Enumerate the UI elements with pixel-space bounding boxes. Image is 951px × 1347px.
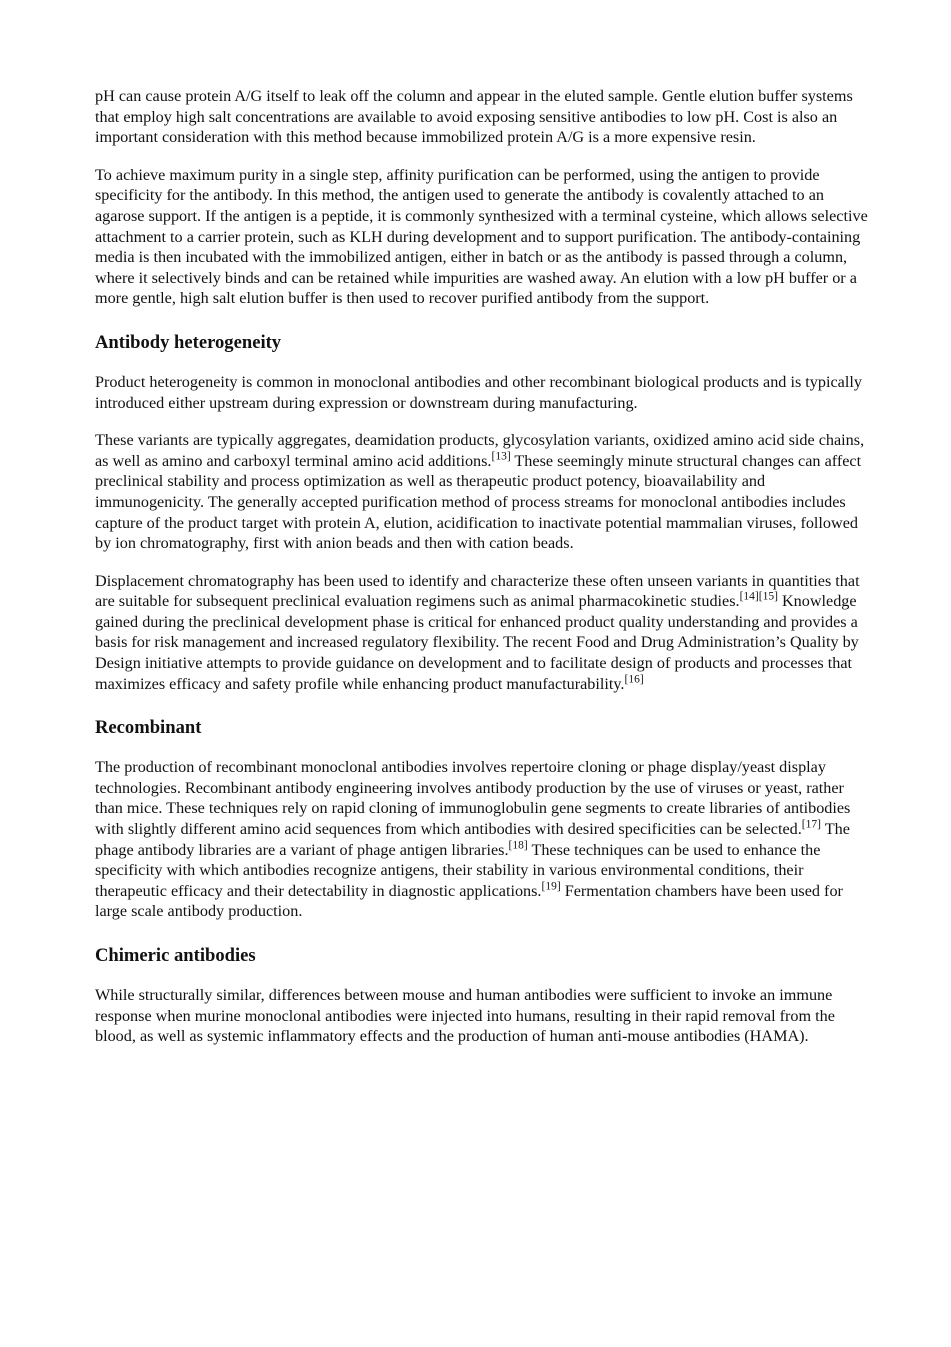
- document-page: [95, 86, 870, 1064]
- paragraph-variants-text-1: These variants are typically aggregates, deamidation products, glycosylation variants, oxidized amino acid side chains, as well as amino and carboxyl terminal amino acid additions.: [95, 431, 865, 470]
- paragraph-recombinant-text-4: Fermentation chambers have been used for large scale antibody production.: [95, 881, 843, 921]
- heading-chimeric-antibodies: Chimeric antibodies: [95, 945, 256, 966]
- paragraph-variants: [95, 430, 870, 554]
- paragraph-recombinant-text-3: These techniques can be used to enhance the specificity with which antibodies recognize antigens, their stability in various environmental conditions, their therapeutic efficacy and their detectability in diagnostic applications.: [95, 840, 821, 900]
- citation-16[interactable]: [16]: [624, 673, 644, 686]
- heading-antibody-heterogeneity: Antibody heterogeneity: [95, 331, 282, 353]
- heading-recombinant: Recombinant: [95, 717, 202, 739]
- paragraph-displacement-text-2: Knowledge gained during the preclinical development phase is critical for enhanced product quality understanding and provides a basis for risk management and increased regulatory flexibility. The recent Food and Drug Administration’s Quality by Design initiative attempts to provide guidance on development and to facilitate design of products and processes that maximizes efficacy and safety profile while enhancing product manufacturability.: [95, 592, 859, 693]
- citation-13[interactable]: [13]: [491, 450, 511, 463]
- paragraph-displacement-text-1: Displacement chromatography has been used to identify and characterize these often unseen variants in quantities that are suitable for subsequent preclinical evaluation regimens such as animal pharmacokinetic studies.: [95, 571, 860, 611]
- paragraph-chimeric: While structurally similar, differences between mouse and human antibodies were sufficient to invoke an immune response when murine monoclonal antibodies were injected into humans, resulting in their rapid removal from the blood, as well as systemic inflammatory effects and the production of human anti-mouse antibodies (HAMA).: [95, 986, 835, 1046]
- paragraph-recombinant-text-2: The phage antibody libraries are a variant of phage antigen libraries.: [95, 820, 850, 859]
- paragraph-displacement-chromatography: [95, 571, 870, 695]
- paragraph-recombinant-text-1: The production of recombinant monoclonal antibodies involves repertoire cloning or phage display/yeast display technologies. Recombinant antibody engineering involves antibody production by the use of viruses or yeast, rather than mice. These techniques rely on rapid cloning of immunoglobulin gene segments to create libraries of antibodies with slightly different amino acid sequences from which antibodies with desired specificities can be selected.: [95, 758, 851, 839]
- citation-18[interactable]: [18]: [508, 839, 528, 852]
- paragraph-product-heterogeneity: Product heterogeneity is common in monoclonal antibodies and other recombinant biological products and is typically introduced either upstream during expression or downstream during manufacturing.: [95, 372, 862, 412]
- citation-19[interactable]: [19]: [541, 880, 561, 893]
- citation-17[interactable]: [17]: [801, 818, 821, 831]
- paragraph-recombinant-production: [95, 757, 870, 922]
- paragraph-affinity-purification: To achieve maximum purity in a single step, affinity purification can be performed, using the antigen to provide specificity for the antibody. In this method, the antigen used to generate the antibody is covalently attached to an agarose support. If the antigen is a peptide, it is commonly synthesized with a terminal cysteine, which allows selective attachment to a carrier protein, such as KLH during development and to support purification. The antibody-containing media is then incubated with the immobilized antigen, either in batch or as the antibody is passed through a column, where it selectively binds and can be retained while impurities are washed away. An elution with a low pH buffer or a more gentle, high salt elution buffer is then used to recover purified antibody from the support.: [95, 165, 868, 308]
- citation-14-15[interactable]: [14][15]: [739, 590, 778, 603]
- paragraph-variants-text-2: These seemingly minute structural changes can affect preclinical stability and process optimization as well as therapeutic product potency, bioavailability and immunogenicity. The generally accepted purification method of process streams for monoclonal antibodies includes capture of the product target with protein A, elution, acidification to inactivate potential mammalian viruses, followed by ion chromatography, first with anion beads and then with cation beads.: [95, 451, 862, 553]
- paragraph-protein-ag-elution: pH can cause protein A/G itself to leak off the column and appear in the eluted sample. Gentle elution buffer systems that employ high salt concentrations are available to avoid exposing sensitive antibodies to low pH. Cost is also an important consideration with this method because immobilized protein A/G is a more expensive resin.: [95, 87, 853, 147]
